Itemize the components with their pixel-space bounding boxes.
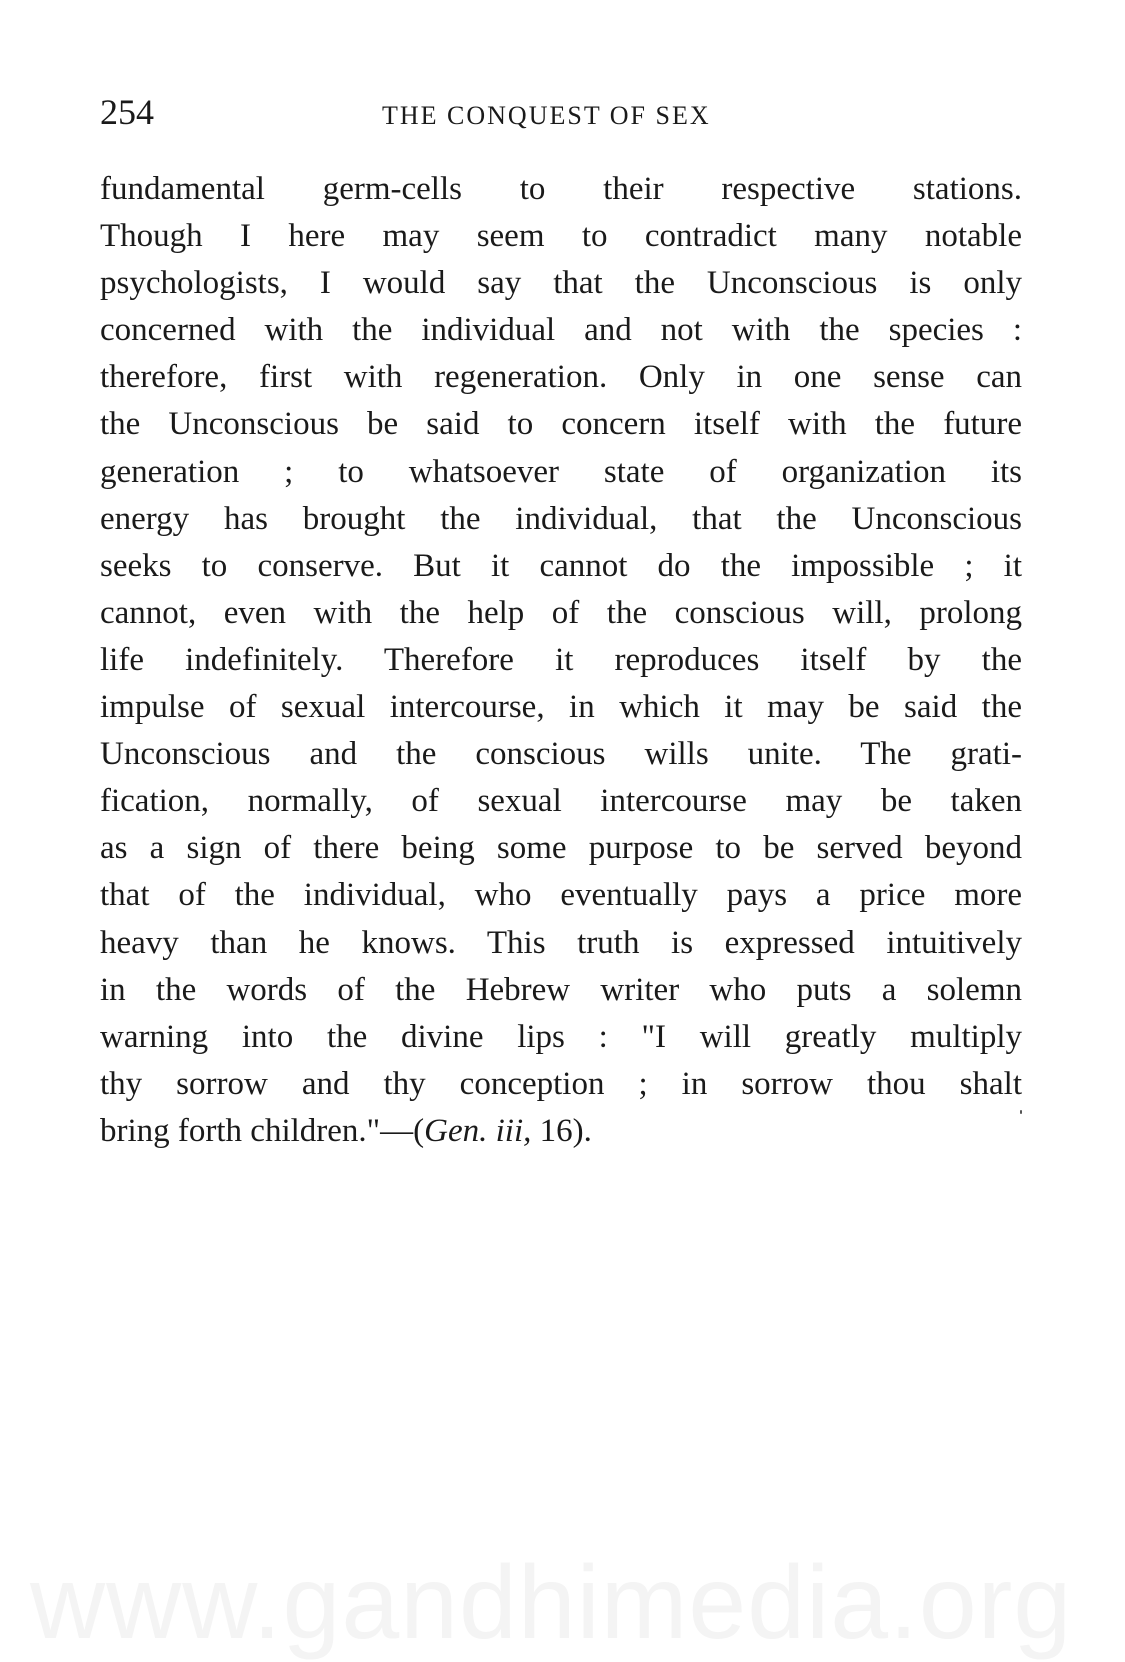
text-line: concerned with the individual and not with the species :: [100, 312, 1022, 349]
final-line-text: bring forth children."—(: [100, 1112, 425, 1149]
text-line: warning into the divine lips : "I will greatly multiply: [100, 1018, 1022, 1055]
text-line: cannot, even with the help of the conscious will, prolong: [100, 594, 1022, 631]
watermark: www.gandhimedia.org: [30, 1545, 1073, 1661]
text-line: Unconscious and the conscious wills unite. The grati-: [100, 736, 1022, 773]
scripture-reference: Gen. iii,: [424, 1112, 532, 1149]
text-line: that of the individual, who eventually pays a price more: [100, 877, 1022, 914]
text-line: fication, normally, of sexual intercourse may be taken: [100, 783, 1022, 820]
text-line: impulse of sexual intercourse, in which it may be said the: [100, 689, 1022, 726]
text-line: the Unconscious be said to concern itself with the future: [100, 406, 1022, 443]
running-head: THE CONQUEST OF SEX: [382, 101, 711, 130]
ink-speck: [1020, 1110, 1022, 1114]
text-line: heavy than he knows. This truth is expressed intuitively: [100, 924, 1022, 961]
text-line: Though I here may seem to contradict many notable: [100, 218, 1022, 255]
text-line-final: [100, 1108, 1022, 1155]
text-line: in the words of the Hebrew writer who puts a solemn: [100, 971, 1022, 1008]
text-line: generation ; to whatsoever state of organization its: [100, 453, 1022, 490]
text-line: thy sorrow and thy conception ; in sorrow thou shalt: [100, 1065, 1022, 1102]
text-line: life indefinitely. Therefore it reproduces itself by the: [100, 641, 1022, 678]
text-line: fundamental germ-cells to their respective stations.: [100, 171, 1022, 207]
text-line: seeks to conserve. But it cannot do the impossible ; it: [100, 547, 1022, 584]
page-number: 254: [100, 92, 154, 132]
body-paragraph: [100, 166, 1022, 1155]
final-line-end: 16).: [531, 1112, 592, 1149]
text-line: energy has brought the individual, that the Unconscious: [100, 500, 1022, 537]
text-line: as a sign of there being some purpose to be served beyond: [100, 830, 1022, 867]
text-line: therefore, first with regeneration. Only in one sense can: [100, 359, 1022, 396]
text-line: psychologists, I would say that the Unconscious is only: [100, 265, 1022, 302]
